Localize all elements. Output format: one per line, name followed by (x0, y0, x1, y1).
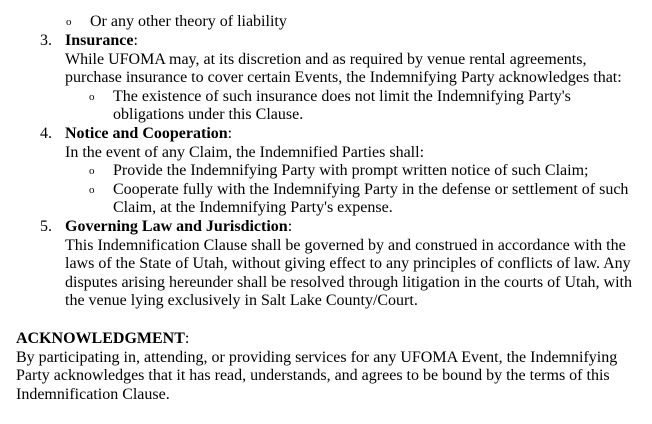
section-notice-cooperation (0, 125, 640, 218)
acknowledgment-heading: ACKNOWLEDGMENT (16, 330, 185, 347)
bullet-marker: o (89, 90, 95, 103)
section-heading-line: Insurance: (65, 32, 138, 49)
section-insurance (0, 32, 640, 125)
section-heading: Governing Law and Jurisdiction (65, 217, 288, 235)
section-heading: Insurance (65, 32, 134, 49)
section-intro: While UFOMA may, at its discretion and as required by venue rental agreements, purchase insurance to cover certain Events, the Indemnifying Party acknowledges that: (65, 50, 622, 87)
acknowledgment-block (16, 330, 636, 404)
section-governing-law (0, 218, 640, 311)
section-number: 5. (40, 217, 52, 235)
numbered-sections (0, 32, 640, 311)
section-number: 4. (40, 124, 52, 142)
bullet-marker: o (89, 165, 95, 178)
bullet-text: Cooperate fully with the Indemnifying Party in the defense or settlement of such Claim, at the Indemnifying Party's expense. (113, 180, 629, 217)
acknowledgment-heading-line: ACKNOWLEDGMENT: (16, 330, 190, 347)
bullet-marker: o (89, 183, 95, 196)
section-heading: Notice and Cooperation (65, 124, 228, 142)
acknowledgment-text: By participating in, attending, or providing services for any UFOMA Event, the Indemnifying Party acknowledges that it has read, understands, and agrees to be bound by the terms of this Indemnification Clause. (16, 348, 618, 403)
notice-bullet (89, 162, 633, 181)
insurance-bullet (89, 87, 633, 125)
section-number: 3. (40, 32, 52, 49)
bullet-text: Or any other theory of liability (90, 13, 287, 30)
liability-bullet (66, 13, 610, 32)
cooperate-bullet (89, 180, 633, 218)
section-intro: This Indemnification Clause shall be governed by and construed in accordance with the laws of the State of Utah, without giving effect to any principles of conflicts of law. Any disputes arising hereunder shall be resolved through litigation in the courts of Utah, with the venue lying exclusively in Salt Lake County/Court. (65, 236, 632, 310)
bullet-text: The existence of such insurance does not limit the Indemnifying Party's obligations under this Clause. (113, 87, 571, 124)
bullet-marker: o (66, 16, 72, 28)
section-intro: In the event of any Claim, the Indemnified Parties shall: (65, 143, 425, 161)
bullet-text: Provide the Indemnifying Party with prompt written notice of such Claim; (113, 162, 589, 180)
section-heading-line: Notice and Cooperation: (65, 124, 233, 142)
section-heading-line: Governing Law and Jurisdiction: (65, 217, 293, 235)
